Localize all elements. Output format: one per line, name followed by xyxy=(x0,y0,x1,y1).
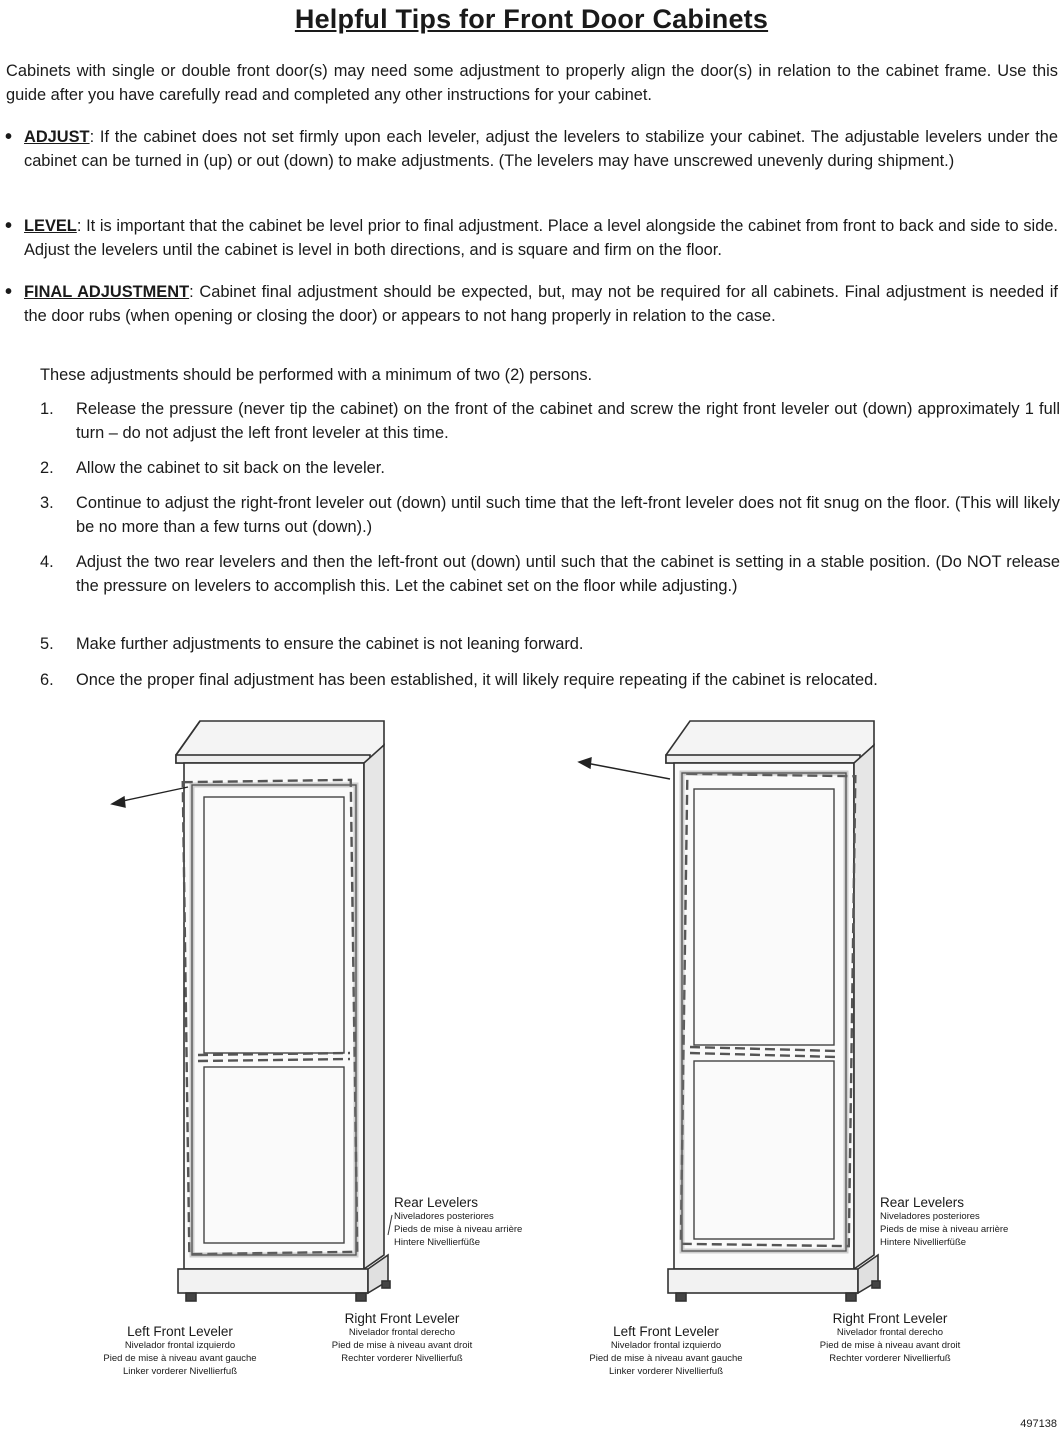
step-number: 1. xyxy=(40,400,54,418)
step-text: Adjust the two rear levelers and then the left-front out (down) until such that the cabinet is setting in a stable position. (Do NOT release the pressure on levelers to accomplish this. Let the cabinet set on the floor while adjusting.) xyxy=(76,553,1060,595)
bullet-dot-icon: • xyxy=(5,281,13,303)
step-text: Continue to adjust the right-front leveler out (down) until such time that the left-front leveler does not fit snug on the floor. (This will likely be no more than a few turns out (down).) xyxy=(76,494,1060,536)
left-front-leveler-label-left: Left Front Leveler Nivelador frontal izquierdo Pied de mise à niveau avant gauche Linker vorderer Nivellierfuß xyxy=(103,1324,257,1377)
bullet-label: LEVEL xyxy=(24,217,77,235)
right-front-leveler-label-left: Right Front Leveler Nivelador frontal derecho Pied de mise à niveau avant droit Rechter vorderer Nivellierfuß xyxy=(331,1311,473,1364)
bullet-dot-icon: • xyxy=(5,215,13,237)
bullet-level xyxy=(5,215,1058,262)
cabinet-diagram-right xyxy=(570,715,890,1315)
bullet-text: : If the cabinet does not set firmly upon each leveler, adjust the levelers to stabilize your cabinet. The adjustable levelers under the cabinet can be turned in (up) or out (down) to make adjustments. (The levelers may have unscrewed unevenly during shipment.) xyxy=(24,128,1058,170)
page-title: Helpful Tips for Front Door Cabinets xyxy=(294,4,769,34)
bullet-label: ADJUST xyxy=(24,128,90,146)
bullet-text: : It is important that the cabinet be level prior to final adjustment. Place a level alongside the cabinet from front to back and side to side. Adjust the levelers until the cabinet is level in both directions, and is square and firm on the floor. xyxy=(24,217,1058,259)
intro-paragraph: Cabinets with single or double front door(s) may need some adjustment to properly align the door(s) in relation to the cabinet frame. Use this guide after you have carefully read and completed any other instructions for your cabinet. xyxy=(6,62,1058,104)
right-front-leveler-label-right: Right Front Leveler Nivelador frontal derecho Pied de mise à niveau avant droit Rechter vorderer Nivellierfuß xyxy=(819,1311,961,1364)
step-number: 5. xyxy=(40,635,54,653)
rear-levelers-label-right: Rear Levelers Niveladores posteriores Pieds de mise à niveau arrière Hintere Nivellierfüße xyxy=(880,1195,1009,1248)
left-front-leveler-label-right: Left Front Leveler Nivelador frontal izquierdo Pied de mise à niveau avant gauche Linker vorderer Nivellierfuß xyxy=(589,1324,743,1377)
bullet-adjust xyxy=(5,126,1058,173)
rear-levelers-label-left: Rear Levelers Niveladores posteriores Pieds de mise à niveau arrière Hintere Nivellierfüße xyxy=(394,1195,523,1248)
bullet-dot-icon: • xyxy=(5,126,13,148)
step-text: Make further adjustments to ensure the cabinet is not leaning forward. xyxy=(76,635,584,653)
cabinet-diagram-left xyxy=(100,715,400,1315)
step-number: 3. xyxy=(40,494,54,512)
document-code: 497138 xyxy=(1020,1418,1057,1430)
step-text: Allow the cabinet to sit back on the leveler. xyxy=(76,459,385,477)
step-text: Release the pressure (never tip the cabinet) on the front of the cabinet and screw the right front leveler out (down) approximately 1 full turn – do not adjust the left front leveler at this time. xyxy=(76,400,1060,442)
step-text: Once the proper final adjustment has been established, it will likely require repeating if the cabinet is relocated. xyxy=(76,671,878,689)
persons-note: These adjustments should be performed with a minimum of two (2) persons. xyxy=(40,366,593,384)
step-number: 4. xyxy=(40,553,54,571)
bullet-text: : Cabinet final adjustment should be expected, but, may not be required for all cabinets. Final adjustment is needed if the door rubs (when opening or closing the door) or appears to not hang properly in relation to the case. xyxy=(24,283,1058,325)
step-number: 2. xyxy=(40,459,54,477)
bullet-label: FINAL ADJUSTMENT xyxy=(24,283,190,301)
bullet-final-adjustment xyxy=(5,281,1058,328)
step-number: 6. xyxy=(40,671,54,689)
